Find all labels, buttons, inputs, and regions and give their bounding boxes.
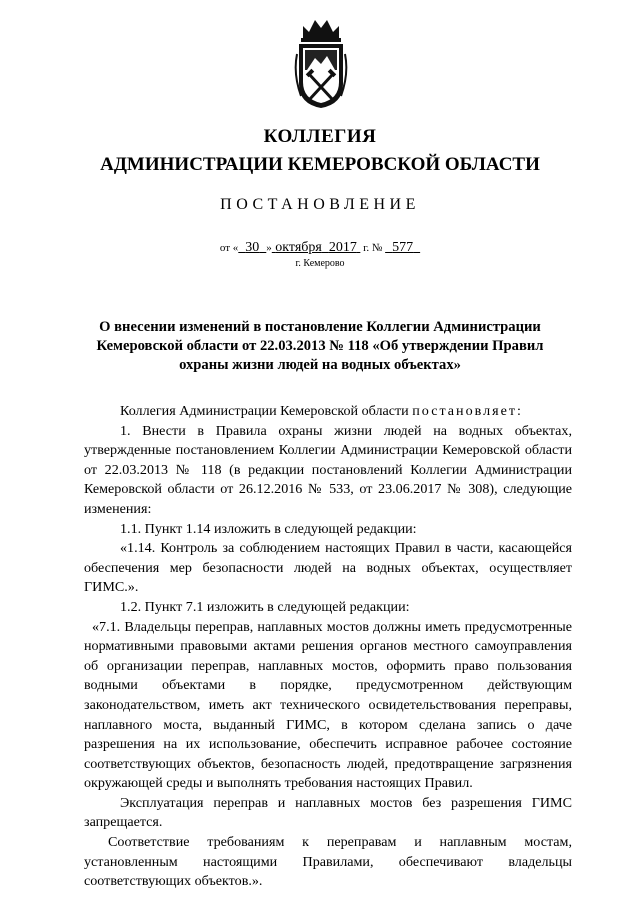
document-type: ПОСТАНОВЛЕНИЕ <box>220 196 420 213</box>
org-name-line2: АДМИНИСТРАЦИИ КЕМЕРОВСКОЙ ОБЛАСТИ <box>100 154 540 175</box>
date-day: 30 <box>245 240 260 255</box>
quote-1-14: «1.14. Контроль за соблюдением настоящих Правил в части, касающейся обеспечения мер безопасности людей на водных объектах, осуществляет ГИМС.». <box>84 540 572 596</box>
number-sign: № <box>371 242 383 254</box>
date-prefix: от « <box>219 242 239 254</box>
date-year-suffix: г. <box>363 242 370 254</box>
title-line3: охраны жизни людей на водных объектах» <box>179 357 461 373</box>
intro-paragraph: Коллегия Администрации Кемеровской области постановляет: <box>120 403 523 419</box>
quote-7-1: «7.1. Владельцы переправ, наплавных мостов должны иметь предусмотренные нормативными правовыми актами решения органов местного самоуправления об организации переправ, наплавных мостов, оформить право пользования водными объектами в порядке, предусмотренном действующим законодательством, иметь акт технического освидетельствования переправы, наплавного моста, выданный ГИМС, в котором сделана запись о даче разрешения на их использование, обеспечить исправное рабочее состояние соответствующих объектов, безопасность людей, предотвращение загрязнения окружающей среды и выполнять требования настоящих Правил. <box>84 618 572 792</box>
date-month-year: октября 2017 <box>275 240 357 255</box>
org-name-line1: КОЛЛЕГИЯ <box>263 126 377 147</box>
resolves-word: постановляет: <box>412 403 523 419</box>
quote-compliance: Соответствие требованиям к переправам и наплавным мостам, установленным настоящими Правилами, обеспечивают владельцы соответствующих объектов.». <box>84 834 572 890</box>
document-city: г. Кемерово <box>295 258 345 269</box>
paragraph-1: 1. Внести в Правила охраны жизни людей на водных объектах, утвержденные постановлением Коллегии Администрации Кемеровской области от 22.03.2013 № 118 (в редакции постановлений Коллегии Администрации Кемеровской области от 26.12.2016 № 533, от 23.06.2017 № 308), следующие изменения: <box>84 422 572 517</box>
document-title <box>80 318 560 375</box>
document-dateline <box>0 240 640 256</box>
document-number: 577 <box>392 240 414 255</box>
title-line2: Кемеровской области от 22.03.2013 № 118 «Об утверждении Правил <box>96 338 544 354</box>
paragraph-1-2: 1.2. Пункт 7.1 изложить в следующей редакции: <box>120 598 410 615</box>
title-line1: О внесении изменений в постановление Коллегии Администрации <box>99 319 541 335</box>
date-day-close: » <box>266 242 272 254</box>
paragraph-1-1: 1.1. Пункт 1.14 изложить в следующей редакции: <box>120 520 417 537</box>
kemerovo-coat-of-arms-icon <box>293 14 349 110</box>
quote-prohibition: Эксплуатация переправ и наплавных мостов без разрешения ГИМС запрещается. <box>84 794 572 831</box>
document-body <box>84 402 572 892</box>
